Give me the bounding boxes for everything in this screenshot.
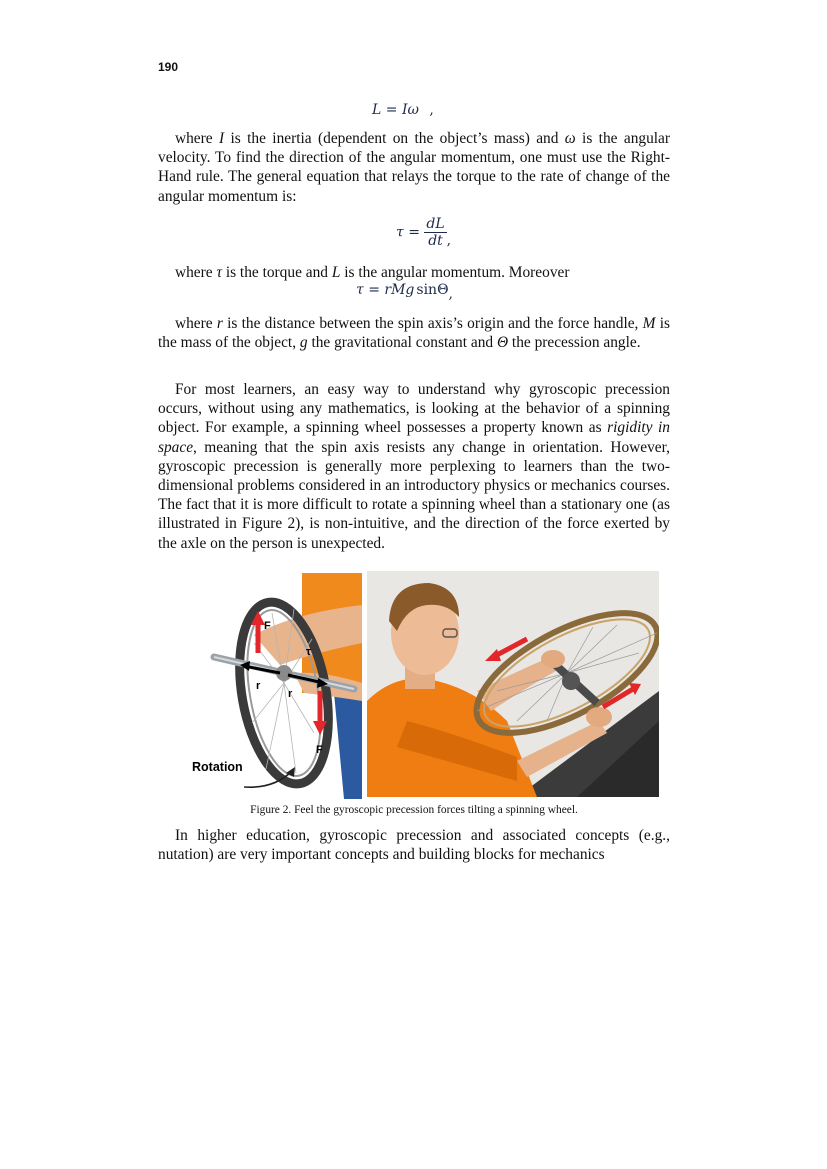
eq2-denominator: dt — [428, 233, 443, 249]
p3-text: is the distance between the spin axis’s origin and the force handle, — [222, 315, 643, 332]
paragraph-5 — [158, 826, 670, 864]
p1-text: is the inertia (dependent on the object’s mass) and — [224, 130, 565, 147]
paragraph-1 — [158, 129, 670, 206]
label-r-left: r — [256, 680, 261, 692]
label-rotation: Rotation — [192, 760, 243, 774]
equation-torque-precession — [356, 282, 453, 302]
wheel-diagram-svg — [184, 573, 362, 799]
eq2-numerator: dL — [426, 216, 445, 232]
p4-emphasis: rigidity in space — [158, 419, 670, 456]
paragraph-3 — [158, 314, 670, 352]
p1-omega-symbol: ω — [564, 130, 576, 147]
p2-l-symbol: L — [331, 264, 341, 281]
eq3-rhs: rMg — [384, 282, 415, 298]
eq2-lhs: τ — [396, 224, 404, 241]
eq3-lhs: τ — [356, 282, 364, 298]
p2-text: is the torque and — [221, 264, 332, 281]
page-number: 190 — [158, 60, 179, 74]
p4-text: , meaning that the spin axis resists any change in orientation. However, gyroscopic precession is generally more perplexing to learners than the two-dimensional problems considered in an introductory physics or mechanics courses. The fact that it is more difficult to rotate a spinning wheel than a stationary one (as illustrated in Figure 2), is non-intuitive, and the direction of the force exerted by the axle on the person is unexpected. — [158, 438, 670, 552]
label-torque: τ — [306, 646, 311, 658]
label-r-right: r — [288, 688, 293, 700]
p4-text: For most learners, an easy way to understand why gyroscopic precession occurs, without using any mathematics, is looking at the behavior of a spinning object. For example, a spinning wheel possesses a property known as — [158, 381, 670, 437]
p3-text: the gravitational constant and — [307, 334, 497, 352]
p2-tau-symbol: τ — [216, 264, 222, 281]
p2-text: where — [175, 264, 217, 281]
p3-m-symbol: M — [642, 315, 656, 332]
figure-caption: Figure 2. Feel the gyroscopic precession forces tilting a spinning wheel. — [250, 804, 578, 816]
eq2-punct: , — [446, 232, 452, 249]
paragraph-4 — [158, 380, 670, 553]
p3-g-symbol: g — [299, 334, 308, 352]
eq1-rhs: Iω — [401, 102, 419, 118]
photo-illustration-svg — [367, 571, 659, 797]
p3-text: where — [175, 315, 217, 332]
p2-text: is the angular momentum. Moreover — [340, 264, 570, 281]
eq2-equals: = — [408, 224, 420, 241]
paragraph-2 — [158, 263, 670, 282]
eq3-equals: = — [368, 282, 380, 298]
label-force-bottom: F — [316, 744, 323, 756]
eq1-equals: = — [385, 102, 398, 118]
p3-theta-symbol: Θ — [496, 334, 509, 352]
eq2-fraction — [424, 216, 446, 249]
p3-text: is the mass of the object, — [158, 315, 670, 352]
p3-text: the precession angle. — [508, 334, 641, 352]
p1-inertia-symbol: I — [218, 130, 225, 147]
eq3-punct: , — [448, 286, 453, 302]
label-force-top: F — [264, 620, 271, 632]
figure-person-photo — [367, 571, 659, 797]
equation-angular-momentum — [372, 102, 434, 118]
eq1-punct: , — [429, 102, 434, 118]
figure-wheel-diagram — [184, 573, 362, 799]
p1-text: is the angular velocity. To find the direction of the angular momentum, one must use the Right-Hand rule. The general equation that relays the torque to the rate of change of the angular momentum is: — [158, 130, 671, 205]
p5-text: In higher education, gyroscopic precession and associated concepts (e.g., nutation) are very important concepts and building blocks for mechanics — [158, 827, 670, 864]
equation-torque-derivative — [396, 216, 451, 249]
p1-text: where — [175, 130, 219, 147]
eq3-sin: sinΘ — [416, 282, 449, 298]
p3-r-symbol: r — [216, 315, 223, 332]
eq1-lhs: L — [372, 102, 382, 118]
